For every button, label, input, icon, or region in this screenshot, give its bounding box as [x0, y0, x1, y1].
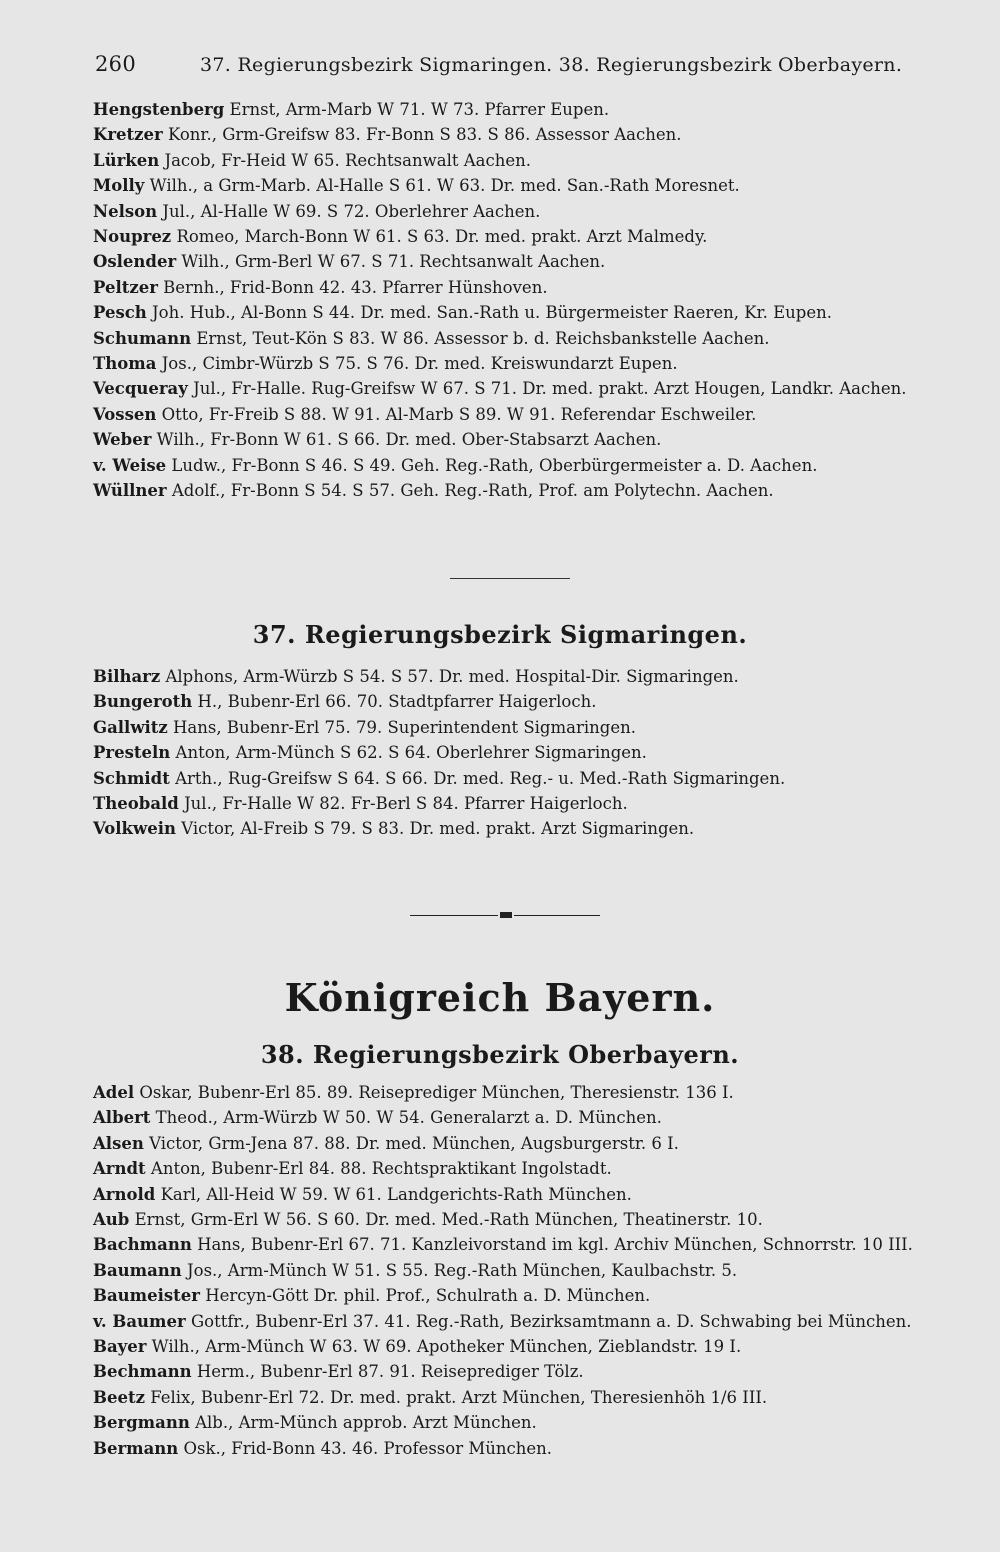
list-item: Beetz Felix, Bubenr-Erl 72. Dr. med. prakt. Arzt München, Theresienhöh 1/6 III. — [93, 1387, 768, 1407]
list-item: Schumann Ernst, Teut-Kön S 83. W 86. Assessor b. d. Reichsbankstelle Aachen. — [93, 328, 770, 348]
running-title: 37. Regierungsbezirk Sigmaringen. 38. Regierungsbezirk Oberbayern. — [200, 54, 903, 76]
list-item: Baumann Jos., Arm-Münch W 51. S 55. Reg.-Rath München, Kaulbachstr. 5. — [93, 1260, 738, 1280]
list-item: Vossen Otto, Fr-Freib S 88. W 91. Al-Marb S 89. W 91. Referendar Eschweiler. — [93, 404, 757, 424]
list-item: Gallwitz Hans, Bubenr-Erl 75. 79. Superintendent Sigmaringen. — [93, 717, 636, 737]
list-item: v. Weise Ludw., Fr-Bonn S 46. S 49. Geh. Reg.-Rath, Oberbürgermeister a. D. Aachen. — [93, 455, 818, 475]
list-item: Wüllner Adolf., Fr-Bonn S 54. S 57. Geh. Reg.-Rath, Prof. am Polytechn. Aachen. — [93, 481, 774, 501]
list-item: Albert Theod., Arm-Würzb W 50. W 54. Generalarzt a. D. München. — [93, 1108, 662, 1128]
section-38-title: 38. Regierungsbezirk Oberbayern. — [260, 1040, 740, 1069]
list-item: Bayer Wilh., Arm-Münch W 63. W 69. Apotheker München, Zieblandstr. 19 I. — [93, 1337, 742, 1357]
list-item: Lürken Jacob, Fr-Heid W 65. Rechtsanwalt Aachen. — [93, 150, 531, 170]
list-item: Peltzer Bernh., Frid-Bonn 42. 43. Pfarrer Hünshoven. — [93, 277, 548, 297]
list-item: Weber Wilh., Fr-Bonn W 61. S 66. Dr. med. Ober-Stabsarzt Aachen. — [93, 430, 662, 450]
list-item: Thoma Jos., Cimbr-Würzb S 75. S 76. Dr. med. Kreiswundarzt Eupen. — [93, 354, 678, 374]
list-item: Schmidt Arth., Rug-Greifsw S 64. S 66. Dr. med. Reg.- u. Med.-Rath Sigmaringen. — [93, 768, 786, 788]
list-item: Molly Wilh., a Grm-Marb. Al-Halle S 61. W 63. Dr. med. San.-Rath Moresnet. — [93, 176, 740, 196]
list-item: v. Baumer Gottfr., Bubenr-Erl 37. 41. Reg.-Rath, Bezirksamtmann a. D. Schwabing bei München. — [93, 1311, 912, 1331]
ornamental-divider — [410, 912, 600, 920]
list-item: Pesch Joh. Hub., Al-Bonn S 44. Dr. med. San.-Rath u. Bürgermeister Raeren, Kr. Eupen. — [93, 303, 832, 323]
list-item: Aub Ernst, Grm-Erl W 56. S 60. Dr. med. Med.-Rath München, Theatinerstr. 10. — [93, 1210, 763, 1230]
list-item: Oslender Wilh., Grm-Berl W 67. S 71. Rechtsanwalt Aachen. — [93, 252, 606, 272]
list-item: Arndt Anton, Bubenr-Erl 84. 88. Rechtspraktikant Ingolstadt. — [93, 1159, 612, 1179]
list-item: Bergmann Alb., Arm-Münch approb. Arzt München. — [93, 1413, 537, 1433]
page-number: 260 — [95, 52, 136, 76]
list-item: Alsen Victor, Grm-Jena 87. 88. Dr. med. München, Augsburgerstr. 6 I. — [93, 1133, 679, 1153]
list-item: Hengstenberg Ernst, Arm-Marb W 71. W 73. Pfarrer Eupen. — [93, 100, 610, 119]
list-item: Arnold Karl, All-Heid W 59. W 61. Landgerichts-Rath München. — [93, 1184, 632, 1204]
list-item: Bechmann Herm., Bubenr-Erl 87. 91. Reiseprediger Tölz. — [93, 1362, 584, 1382]
list-item: Nelson Jul., Al-Halle W 69. S 72. Oberlehrer Aachen. — [93, 201, 541, 221]
section-divider — [450, 578, 570, 579]
section-37-entry-list — [93, 664, 943, 842]
list-item: Presteln Anton, Arm-Münch S 62. S 64. Oberlehrer Sigmaringen. — [93, 743, 647, 763]
list-item: Kretzer Konr., Grm-Greifsw 83. Fr-Bonn S 83. S 86. Assessor Aachen. — [93, 125, 682, 145]
list-item: Nouprez Romeo, March-Bonn W 61. S 63. Dr. med. prakt. Arzt Malmedy. — [93, 227, 708, 247]
list-item: Bermann Osk., Frid-Bonn 43. 46. Professor München. — [93, 1438, 552, 1458]
kingdom-title: Königreich Bayern. — [284, 975, 716, 1020]
list-item: Bilharz Alphons, Arm-Würzb S 54. S 57. Dr. med. Hospital-Dir. Sigmaringen. — [93, 667, 739, 686]
list-item: Baumeister Hercyn-Gött Dr. phil. Prof., Schulrath a. D. München. — [93, 1286, 651, 1306]
running-header — [95, 52, 915, 76]
list-item: Volkwein Victor, Al-Freib S 79. S 83. Dr. med. prakt. Arzt Sigmaringen. — [93, 819, 695, 839]
list-item: Theobald Jul., Fr-Halle W 82. Fr-Berl S 84. Pfarrer Haigerloch. — [93, 794, 628, 814]
list-item: Bachmann Hans, Bubenr-Erl 67. 71. Kanzleivorstand im kgl. Archiv München, Schnorrstr. 10 III. — [93, 1235, 913, 1255]
section-38-entry-list — [93, 1080, 943, 1461]
list-item: Adel Oskar, Bubenr-Erl 85. 89. Reiseprediger München, Theresienstr. 136 I. — [93, 1083, 734, 1102]
aachen-entry-list — [93, 97, 943, 504]
list-item: Vecqueray Jul., Fr-Halle. Rug-Greifsw W 67. S 71. Dr. med. prakt. Arzt Hougen, Landkr. Aachen. — [93, 379, 907, 399]
list-item: Bungeroth H., Bubenr-Erl 66. 70. Stadtpfarrer Haigerloch. — [93, 692, 597, 712]
section-37-title: 37. Regierungsbezirk Sigmaringen. — [252, 620, 748, 649]
